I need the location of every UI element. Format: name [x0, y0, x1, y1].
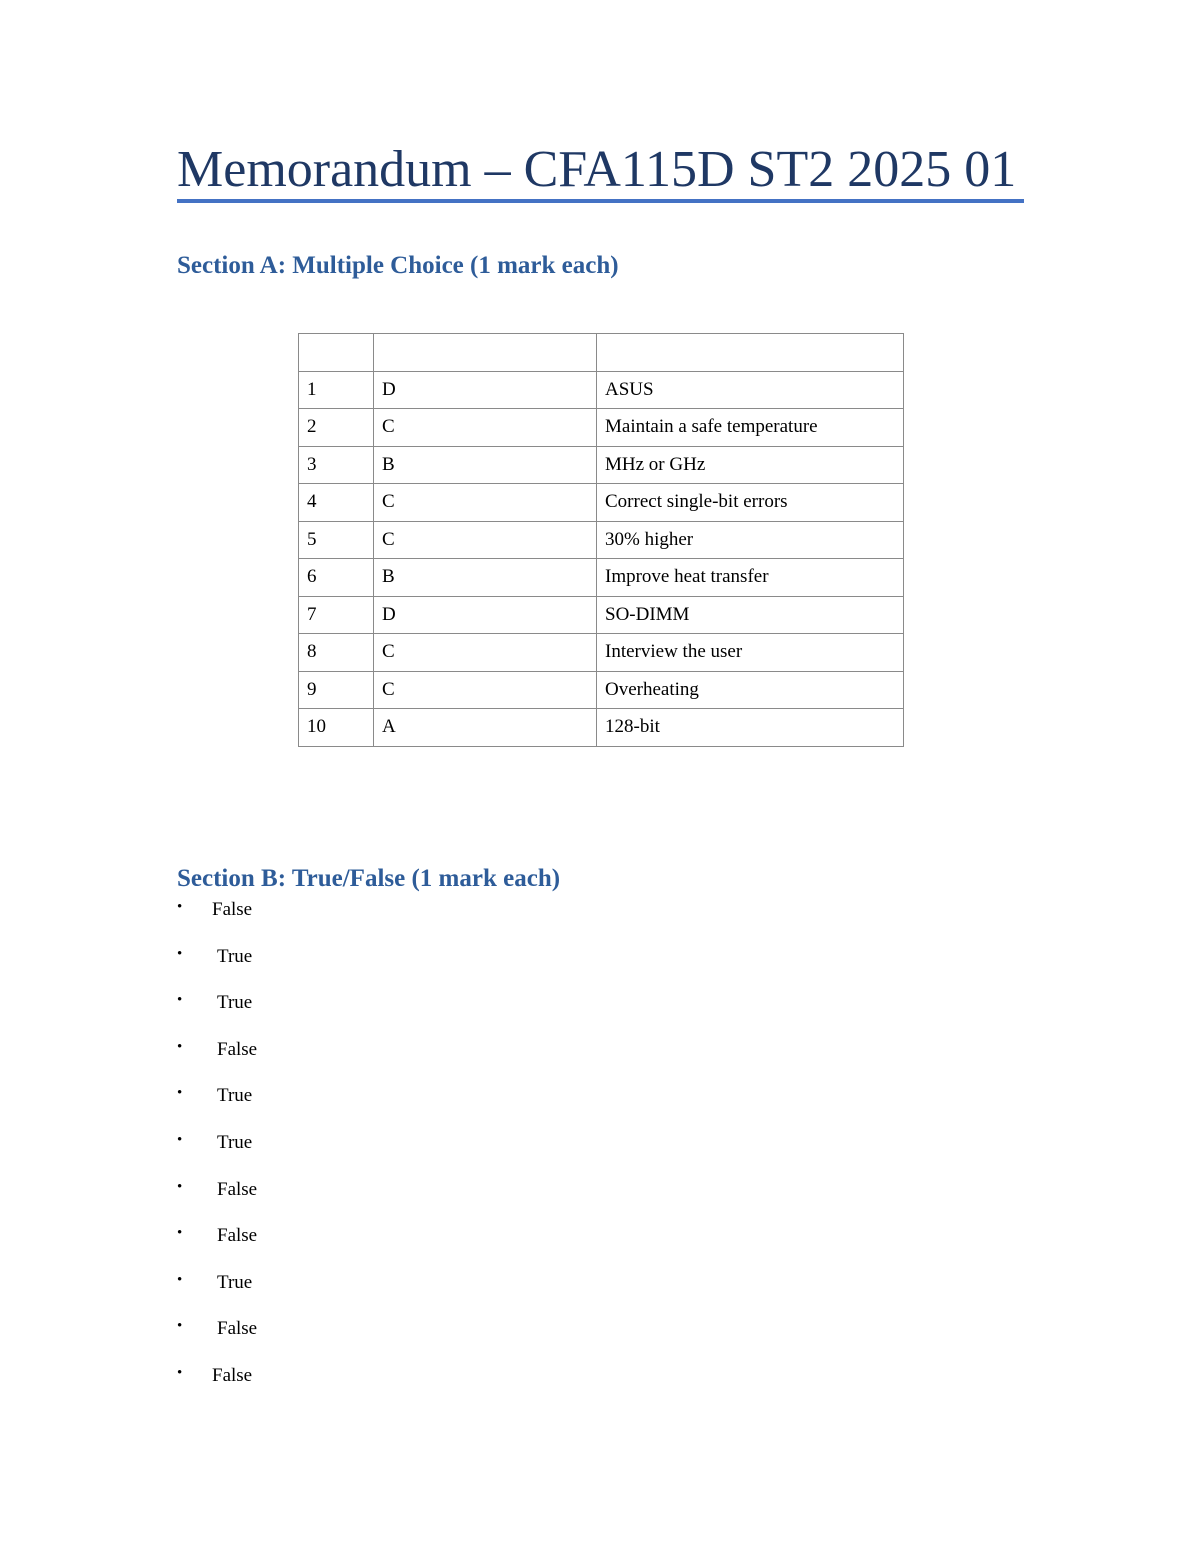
answer-letter: A: [374, 709, 597, 747]
bullet-icon: •: [177, 1131, 183, 1148]
true-false-answer: False: [217, 1318, 258, 1340]
answer-letter: C: [374, 671, 597, 709]
table-row: [299, 634, 904, 672]
table-row: [299, 521, 904, 559]
bullet-icon: •: [177, 945, 183, 962]
answer-text: 30% higher: [597, 521, 904, 559]
answer-letter: B: [374, 446, 597, 484]
question-number: 2: [299, 409, 374, 447]
answer-text: Improve heat transfer: [597, 559, 904, 597]
true-false-answer: False: [212, 899, 253, 920]
question-number: 5: [299, 521, 374, 559]
table-row: [299, 484, 904, 522]
question-number: 10: [299, 709, 374, 747]
true-false-answer: True: [217, 1085, 253, 1107]
question-number: 4: [299, 484, 374, 522]
table-row: [299, 409, 904, 447]
bullet-icon: •: [177, 1318, 183, 1335]
true-false-answer: False: [212, 1364, 253, 1386]
bullet-icon: •: [177, 992, 183, 1009]
table-header-row: [299, 334, 904, 372]
true-false-answer: True: [217, 1271, 253, 1293]
header-cell-answer: [597, 334, 904, 372]
answer-letter: D: [374, 596, 597, 634]
table-row: [299, 559, 904, 597]
true-false-answer: False: [217, 1225, 258, 1247]
answer-letter: B: [374, 559, 597, 597]
multiple-choice-answer-table: [298, 333, 904, 747]
bullet-icon: •: [177, 1178, 183, 1195]
true-false-answer: True: [217, 992, 253, 1014]
answer-text: 128-bit: [597, 709, 904, 747]
table-row: [299, 596, 904, 634]
bullet-icon: •: [177, 899, 183, 915]
answer-text: SO-DIMM: [597, 596, 904, 634]
answer-letter: C: [374, 484, 597, 522]
answer-letter: C: [374, 521, 597, 559]
true-false-answer: True: [217, 1131, 253, 1153]
bullet-icon: •: [177, 1271, 183, 1288]
answer-text: Maintain a safe temperature: [597, 409, 904, 447]
question-number: 6: [299, 559, 374, 597]
answer-text: Interview the user: [597, 634, 904, 672]
header-cell-option: [374, 334, 597, 372]
table-row: [299, 371, 904, 409]
question-number: 3: [299, 446, 374, 484]
answer-text: Correct single-bit errors: [597, 484, 904, 522]
question-number: 9: [299, 671, 374, 709]
bullet-icon: •: [177, 1364, 183, 1381]
table-row: [299, 709, 904, 747]
table-row: [299, 446, 904, 484]
bullet-icon: •: [177, 1038, 183, 1055]
title-underline: [177, 199, 1024, 203]
true-false-answer: True: [217, 945, 253, 967]
question-number: 1: [299, 371, 374, 409]
answer-letter: D: [374, 371, 597, 409]
bullet-icon: •: [177, 1225, 183, 1242]
table-row: [299, 671, 904, 709]
answer-text: ASUS: [597, 371, 904, 409]
answer-letter: C: [374, 634, 597, 672]
question-number: 8: [299, 634, 374, 672]
section-a-heading: Section A: Multiple Choice (1 mark each): [177, 252, 619, 279]
answer-letter: C: [374, 409, 597, 447]
answer-text: MHz or GHz: [597, 446, 904, 484]
question-number: 7: [299, 596, 374, 634]
true-false-answer: False: [217, 1178, 258, 1200]
true-false-answer: False: [217, 1038, 258, 1060]
bullet-icon: •: [177, 1085, 183, 1102]
answer-text: Overheating: [597, 671, 904, 709]
header-cell-number: [299, 334, 374, 372]
document-title: Memorandum – CFA115D ST2 2025 01: [177, 141, 1017, 198]
section-b-heading: Section B: True/False (1 mark each): [177, 865, 561, 892]
